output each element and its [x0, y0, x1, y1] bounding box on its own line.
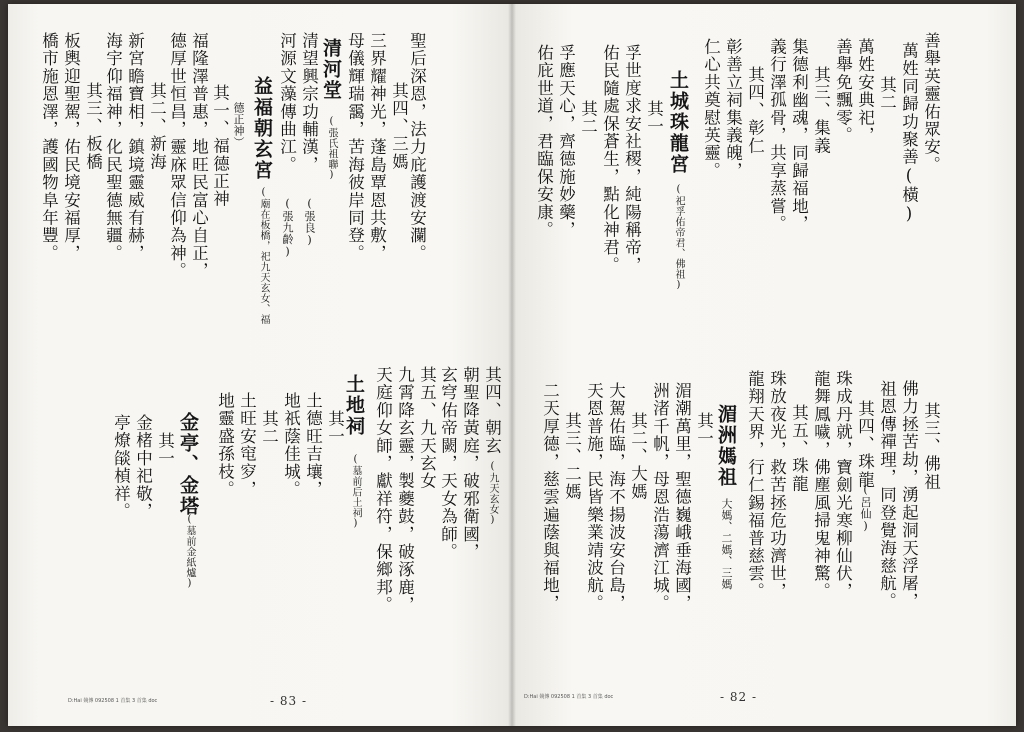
text-column: 新宮瞻寶相，鎮境靈威有赫， — [125, 32, 145, 263]
text-column: 亭燎燄楨祥。 — [111, 414, 131, 521]
heading-note: 大媽、二媽、三媽 — [720, 498, 733, 590]
text-column: 天庭仰女師，獻祥符，保鄉邦。 — [373, 366, 393, 614]
text-column: 祖恩傳禪理，同登覺海慈航。 — [877, 380, 897, 611]
text-column: 其五、九天玄女 — [417, 366, 437, 490]
text-column: 珠成丹就，寶劍光寒柳仙伏， — [833, 370, 853, 601]
text-column: 玄穹佑帝闕，天女為師。 — [438, 366, 458, 561]
text-column: 其四、珠龍 — [855, 400, 875, 489]
page-footer-left: D:Hai 競傳 092508 1 首集 3 首集 doc — [68, 698, 158, 704]
text-column: 其二、新海 — [147, 82, 167, 171]
text-column: 其四、三媽 — [389, 82, 409, 171]
text-column: 孚世度求安社稷，純陽稱帝， — [622, 44, 642, 275]
text-column: 清望興宗功輔漢， — [299, 32, 319, 174]
book-gutter — [508, 4, 516, 726]
text-column: 其四、朝玄 — [482, 366, 502, 455]
text-column: 朝聖降黃庭，破邪衛國， — [460, 366, 480, 561]
heading-note: (張氏祖聯) — [326, 116, 337, 181]
section-heading-tudi: 土地祠 — [343, 374, 365, 437]
section-heading-yifu: 益福朝玄宮 — [251, 76, 273, 181]
text-column: 珠放夜光，救苦拯危功濟世， — [767, 370, 787, 601]
text-column: 其三、佛祖 — [921, 402, 941, 491]
text-column: 海宇仰福神，化民聖德無疆。 — [103, 32, 123, 263]
text-note: (九天玄女) — [487, 461, 498, 526]
text-note: (呂仙) — [859, 483, 872, 533]
text-column: 善舉英靈佑眾安。 — [921, 32, 941, 174]
text-column: 其二、大媽 — [628, 412, 648, 501]
text-column: 聖后深恩，法力庇護渡安瀾。 — [407, 32, 427, 263]
text-column: 河源文藻傳曲江。 — [277, 32, 297, 174]
text-column: 福隆澤普惠，地旺民富心自正， — [189, 32, 209, 280]
text-column: 萬姓同歸功聚善(橫) — [899, 42, 919, 224]
text-column: 德厚世恒昌，靈庥眾信仰為神。 — [167, 32, 187, 280]
text-column: 佑民隨處保蒼生，點化神君。 — [600, 44, 620, 275]
heading-note: (墓前金紙爐) — [184, 514, 195, 590]
text-column: 橋市施恩澤，護國物阜年豐。 — [39, 32, 59, 263]
text-column: 其三、板橋 — [83, 82, 103, 171]
text-note: (張良) — [303, 197, 316, 247]
heading-note: (墓前后土祠) — [350, 454, 361, 530]
heading-note: (廟在板橋，祀九天玄女、福 — [258, 187, 269, 325]
text-column: 其二 — [259, 410, 279, 446]
text-column: 龍翔天界，行仁錫福普慈雲。 — [745, 370, 765, 601]
page-footer-right: D:Hai 競傳 092508 1 首集 3 首集 doc — [524, 694, 614, 700]
text-column: 龍舞鳳噦，佛塵風掃鬼神驚。 — [811, 370, 831, 601]
section-heading-mazu: 湄洲媽祖 — [715, 404, 737, 488]
text-column: 金楮中祀敬， — [133, 414, 153, 521]
text-column: 其一 — [694, 412, 714, 448]
text-note: (張九齡) — [281, 197, 294, 259]
section-heading-jinting: 金亭、金塔 — [177, 412, 199, 517]
text-column: 母儀輝瑞靄，苦海彼岸同登。 — [345, 32, 365, 263]
text-column: 天恩普施，民皆樂業靖波航。 — [584, 382, 604, 613]
text-column: 其一 — [644, 100, 664, 136]
text-column: 二天厚德，慈雲遍蔭與福地， — [540, 382, 560, 613]
text-column: 其二 — [578, 100, 598, 136]
text-column: 其五、珠龍 — [789, 404, 809, 493]
text-column: 土旺安窀穸， — [237, 392, 257, 499]
text-column: 其三、集義 — [811, 66, 831, 155]
text-column: 地祇蔭佳城。 — [281, 392, 301, 499]
text-column: 九霄降玄靈，製夔鼓，破涿鹿， — [395, 366, 415, 614]
heading-note: (祀孚佑帝君、佛祖) — [673, 184, 684, 291]
text-column: 其一 — [155, 432, 175, 468]
text-column: 佛力拯苦劫，湧起洞天浮屠， — [899, 380, 919, 611]
text-column: 洲渚千帆，母恩浩蕩濟江城。 — [650, 382, 670, 613]
text-column: 萬姓安典祀， — [855, 38, 875, 145]
text-column: 湄潮萬里，聖德巍峨垂海國， — [672, 382, 692, 613]
text-column: 板輿迎聖駕，佑民境安福厚， — [61, 32, 81, 263]
page-number-left: - 83 - — [270, 694, 308, 708]
text-column: 孚應天心，齊德施妙藥， — [556, 44, 576, 239]
text-column: 大駕佑臨，海不揚波安台島， — [606, 382, 626, 613]
text-column: 其四、彰仁 — [745, 66, 765, 155]
heading-note: 德正神） — [232, 102, 245, 148]
text-column: 三界耀神光，蓬島覃恩共敷， — [367, 32, 387, 263]
section-heading-zhulong: 土城珠龍宮 — [667, 70, 689, 175]
text-column: 佑庇世道，君臨保安康。 — [534, 44, 554, 239]
book-spread — [8, 4, 1016, 726]
text-column: 彰善立祠集義魄， — [723, 38, 743, 180]
text-column: 其二 — [877, 76, 897, 112]
text-column: 其三、二媽 — [562, 412, 582, 501]
text-column: 其一、福德正神 — [210, 84, 230, 208]
page-number-right: - 82 - — [720, 690, 758, 704]
text-column: 善舉免飄零。 — [833, 38, 853, 145]
text-column: 其一 — [325, 410, 345, 446]
text-column: 仁心共奠慰英靈。 — [701, 38, 721, 180]
text-column: 地靈盛孫枝。 — [215, 392, 235, 499]
section-heading-qinghe: 清河堂 — [320, 38, 342, 101]
text-column: 義行澤孤骨，共享蒸嘗。 — [767, 38, 787, 233]
text-column: 土德旺吉壤， — [303, 392, 323, 499]
text-column: 集德利幽魂，同歸福地， — [789, 38, 809, 233]
